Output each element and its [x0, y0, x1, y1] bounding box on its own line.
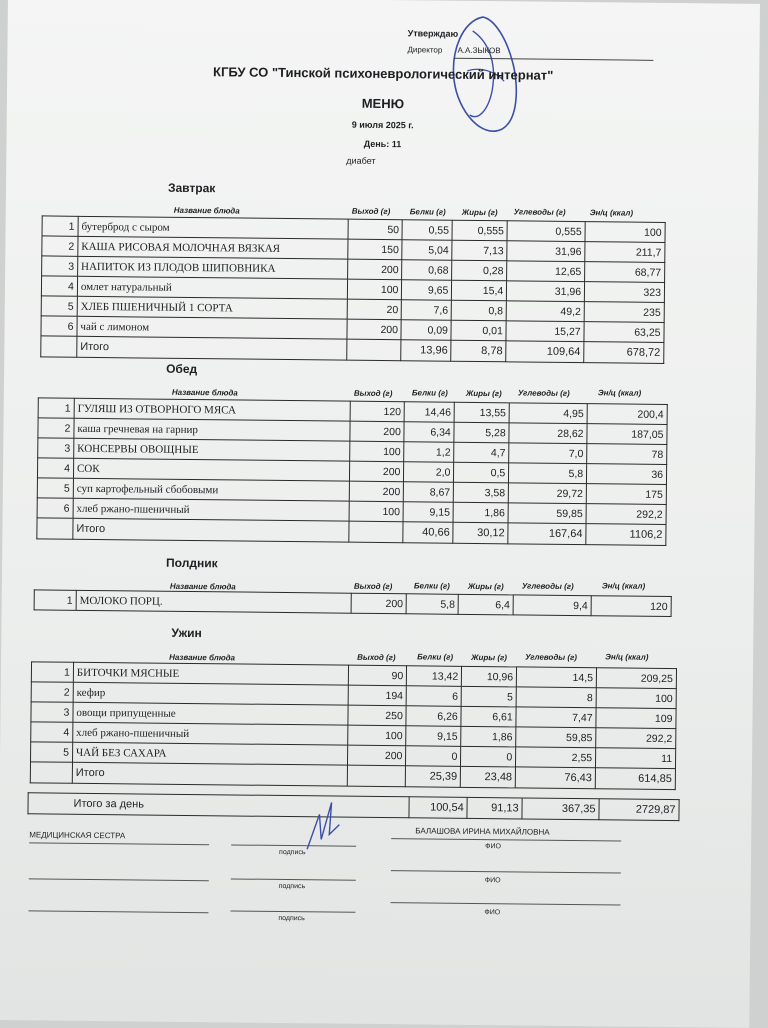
dish-name: хлеб ржано-пшеничный — [73, 722, 349, 745]
dish-name: МОЛОКО ПОРЦ. — [76, 590, 352, 613]
breakfast-title: Завтрак — [167, 180, 216, 196]
approval-role: Директор — [407, 45, 443, 55]
col-proteins-header: Белки (г) — [417, 652, 454, 662]
signature-caption: подпись — [279, 848, 306, 857]
dish-fats: 1,86 — [461, 726, 516, 747]
dish-name: суп картофельный сбобовыми — [73, 478, 349, 501]
menu-diet: диабет — [346, 155, 376, 166]
dish-fats: 0,5 — [454, 462, 509, 483]
dish-carbs: 29,72 — [508, 483, 586, 504]
day-total-proteins: 100,54 — [409, 797, 467, 819]
dish-name: овощи припущенные — [73, 702, 349, 725]
dish-proteins: 6,26 — [406, 706, 461, 727]
dish-name: ХЛЕБ ПШЕНИЧНЫЙ 1 СОРТА — [77, 296, 347, 319]
col-carbs-header: Углеводы (г) — [517, 388, 570, 398]
dish-output: 200 — [349, 481, 404, 502]
dish-carbs: 5,8 — [509, 463, 587, 484]
total-spacer — [37, 518, 73, 539]
dish-name: СОК — [73, 458, 349, 481]
dish-carbs: 15,27 — [506, 321, 584, 342]
dish-energy: 292,2 — [596, 728, 676, 749]
dish-carbs: 7,0 — [509, 443, 587, 464]
dish-output: 194 — [349, 685, 407, 706]
day-total-label: Итого за день — [28, 793, 409, 818]
row-number: 1 — [38, 398, 74, 418]
dish-energy: 63,25 — [584, 322, 664, 343]
nurse-name-line — [391, 838, 621, 841]
dish-energy: 109 — [596, 708, 676, 729]
row-number: 3 — [42, 256, 78, 276]
dish-fats: 5,28 — [454, 422, 509, 443]
fio-caption: ФИО — [485, 843, 501, 851]
dish-fats: 4,7 — [454, 442, 509, 463]
dish-energy: 292,2 — [586, 504, 666, 525]
col-energy-header: Эн/ц (ккал) — [601, 581, 646, 591]
nurse-name: БАЛАШОВА ИРИНА МИХАЙЛОВНА — [415, 826, 550, 837]
col-output-header: Выход (г) — [353, 388, 393, 399]
dish-proteins: 8,67 — [404, 482, 454, 503]
snack-table — [34, 589, 672, 617]
dish-energy: 120 — [591, 596, 671, 617]
col-proteins-header: Белки (г) — [411, 388, 448, 398]
col-energy-header: Эн/ц (ккал) — [589, 208, 634, 218]
total-carbs: 76,43 — [515, 767, 595, 789]
col-carbs-header: Углеводы (г) — [521, 581, 574, 592]
col-fats-header: Жиры (г) — [461, 207, 498, 218]
nurse-label-line — [29, 842, 209, 845]
dish-proteins: 9,15 — [403, 502, 453, 523]
dish-fats: 0 — [461, 746, 516, 767]
dish-carbs: 7,47 — [516, 707, 596, 728]
total-spacer — [30, 762, 72, 783]
dinner-table — [30, 661, 677, 790]
dish-energy: 323 — [584, 282, 664, 303]
day-total-fats: 91,13 — [467, 797, 522, 819]
total-output-empty — [348, 521, 403, 543]
dish-energy: 235 — [584, 302, 664, 323]
dish-name: чай с лимоном — [77, 316, 347, 339]
dish-carbs: 28,62 — [509, 423, 587, 444]
dish-energy: 68,77 — [585, 262, 665, 283]
day-total-carbs: 367,35 — [522, 798, 599, 820]
lunch-title: Обед — [166, 361, 198, 377]
dish-fats: 0,555 — [452, 220, 507, 241]
row-number: 5 — [37, 478, 73, 498]
dish-energy: 200,4 — [587, 404, 667, 425]
organization-name: КГБУ СО "Тинской психоневрологический интернат" — [213, 64, 554, 83]
row-number: 1 — [42, 216, 78, 236]
dish-carbs: 0,555 — [507, 221, 585, 242]
day-total-energy: 2729,87 — [599, 799, 679, 821]
col-name-header: Название блюда — [173, 205, 240, 216]
dish-name: КАША РИСОВАЯ МОЛОЧНАЯ ВЯЗКАЯ — [78, 236, 348, 259]
blank-label-line — [28, 910, 208, 913]
dish-energy: 36 — [587, 464, 667, 485]
blank-signature-line — [230, 910, 355, 912]
total-spacer — [41, 336, 77, 357]
dish-name: бутерброд с сыром — [78, 216, 348, 239]
dish-proteins: 0,09 — [401, 320, 451, 341]
row-number: 6 — [37, 498, 73, 518]
blank-name-line — [391, 870, 621, 873]
menu-date: 9 июля 2025 г. — [351, 119, 414, 131]
col-name-header: Название блюда — [169, 652, 236, 663]
dinner-title: Ужин — [171, 625, 202, 641]
blank-label-line — [29, 878, 209, 881]
dish-carbs: 9,4 — [513, 595, 591, 616]
col-fats-header: Жиры (г) — [465, 388, 502, 399]
dish-fats: 0,8 — [452, 300, 507, 321]
breakfast-table — [40, 215, 665, 364]
dish-output: 200 — [347, 259, 402, 280]
total-carbs: 109,64 — [506, 341, 584, 363]
menu-day: День: 11 — [363, 138, 402, 150]
dish-energy: 78 — [587, 444, 667, 465]
approval-title: Утверждаю — [407, 28, 459, 39]
dish-energy: 100 — [596, 688, 676, 709]
dish-output: 100 — [347, 279, 402, 300]
dish-proteins: 9,15 — [406, 726, 461, 747]
total-output-empty — [346, 339, 401, 361]
row-number: 5 — [31, 742, 73, 762]
total-energy: 1106,2 — [586, 524, 666, 546]
dish-name: НАПИТОК ИЗ ПЛОДОВ ШИПОВНИКА — [77, 256, 347, 279]
row-number: 2 — [38, 418, 74, 438]
dish-energy: 187,05 — [587, 424, 667, 445]
dish-output: 250 — [348, 705, 406, 726]
dish-output: 200 — [349, 461, 404, 482]
dish-proteins: 0,68 — [402, 260, 452, 281]
dish-name: омлет натуральный — [77, 276, 347, 299]
dish-output: 150 — [347, 239, 402, 260]
day-total-row — [28, 793, 679, 821]
col-carbs-header: Углеводы (г) — [525, 652, 578, 663]
dish-energy: 209,25 — [596, 668, 676, 689]
col-proteins-header: Белки (г) — [413, 581, 450, 591]
dish-fats: 10,96 — [462, 666, 517, 687]
col-fats-header: Жиры (г) — [471, 652, 508, 663]
row-number: 5 — [41, 296, 77, 316]
col-energy-header: Эн/ц (ккал) — [605, 652, 649, 662]
total-energy: 678,72 — [584, 342, 664, 364]
dish-output: 90 — [349, 665, 407, 686]
total-label: Итого — [72, 762, 348, 786]
dish-energy: 211,7 — [585, 242, 665, 263]
dish-fats: 1,86 — [453, 502, 508, 523]
dish-output: 20 — [347, 299, 402, 320]
dish-output: 50 — [348, 219, 403, 240]
fio-caption: ФИО — [484, 877, 501, 885]
dish-name: хлеб ржано-пшеничный — [73, 498, 349, 521]
total-proteins: 25,39 — [406, 766, 461, 788]
dish-fats: 6,4 — [458, 594, 513, 615]
nurse-label: МЕДИЦИНСКАЯ СЕСТРА — [29, 830, 126, 841]
approval-name: А.А.ЗЫКОВ — [457, 45, 501, 56]
dish-output: 100 — [349, 441, 404, 462]
page-title: МЕНЮ — [361, 95, 405, 112]
blank-signature-line — [231, 878, 356, 880]
dish-fats: 7,13 — [452, 240, 507, 261]
total-fats: 8,78 — [451, 340, 506, 362]
snack-title: Полдник — [166, 555, 218, 571]
row-number: 6 — [41, 316, 77, 336]
row-number: 2 — [31, 682, 73, 702]
col-output-header: Выход (г) — [351, 206, 391, 217]
dish-energy: 11 — [596, 748, 676, 769]
row-number: 4 — [31, 722, 73, 742]
dish-output: 120 — [350, 401, 405, 422]
dish-fats: 0,01 — [451, 320, 506, 341]
col-energy-header: Эн/ц (ккал) — [597, 388, 642, 398]
dish-proteins: 5,8 — [406, 594, 458, 615]
day-total-table — [27, 792, 679, 821]
dish-fats: 6,61 — [461, 706, 516, 727]
dish-carbs: 8 — [516, 687, 596, 708]
dish-fats: 13,55 — [454, 402, 509, 423]
total-label: Итого — [73, 518, 349, 542]
dish-carbs: 2,55 — [516, 747, 596, 768]
dish-name: кефир — [73, 682, 349, 705]
total-carbs: 167,64 — [508, 523, 586, 545]
dish-name: ГУЛЯШ ИЗ ОТВОРНОГО МЯСА — [74, 398, 350, 421]
dish-name: БИТОЧКИ МЯСНЫЕ — [73, 662, 349, 685]
row-number: 1 — [34, 590, 76, 610]
dish-proteins: 1,2 — [404, 442, 454, 463]
dish-carbs: 59,85 — [508, 503, 586, 524]
dish-carbs: 59,85 — [516, 727, 596, 748]
total-energy: 614,85 — [595, 768, 675, 790]
signature-caption: подпись — [278, 882, 306, 891]
dish-output: 200 — [347, 319, 402, 340]
col-name-header: Название блюда — [171, 387, 238, 398]
total-proteins: 13,96 — [401, 340, 451, 362]
dish-name: каша гречневая на гарнир — [74, 418, 350, 441]
dish-fats: 15,4 — [452, 280, 507, 301]
dish-proteins: 2,0 — [404, 462, 454, 483]
dish-proteins: 0 — [406, 746, 461, 767]
total-fats: 23,48 — [461, 766, 516, 788]
dish-output: 100 — [348, 725, 406, 746]
table-row — [34, 590, 671, 617]
signature-caption: подпись — [278, 914, 305, 923]
dish-fats: 5 — [461, 686, 516, 707]
dish-output: 100 — [349, 501, 404, 522]
dish-fats: 0,28 — [452, 260, 507, 281]
dish-fats: 3,58 — [454, 482, 509, 503]
dish-proteins: 5,04 — [402, 240, 452, 261]
row-number: 3 — [31, 702, 73, 722]
dish-proteins: 7,6 — [402, 300, 452, 321]
col-carbs-header: Углеводы (г) — [513, 207, 566, 217]
total-label: Итого — [77, 336, 347, 360]
dish-carbs: 14,5 — [517, 667, 597, 688]
col-output-header: Выход (г) — [353, 581, 393, 592]
dish-proteins: 13,42 — [407, 666, 462, 687]
dish-carbs: 12,65 — [507, 261, 585, 282]
row-number: 4 — [41, 276, 77, 296]
nurse-signature-line — [231, 844, 356, 846]
dish-energy: 100 — [585, 222, 665, 243]
total-fats: 30,12 — [453, 522, 508, 544]
row-number: 2 — [42, 236, 78, 256]
dish-carbs: 31,96 — [507, 241, 585, 262]
blank-name-line — [391, 902, 621, 905]
dish-name: КОНСЕРВЫ ОВОЩНЫЕ — [74, 438, 350, 461]
dish-output: 200 — [352, 593, 407, 614]
dish-output: 200 — [349, 421, 404, 442]
total-proteins: 40,66 — [403, 522, 453, 544]
lunch-table — [36, 397, 667, 546]
dish-name: ЧАЙ БЕЗ САХАРА — [72, 742, 348, 765]
col-proteins-header: Белки (г) — [409, 207, 446, 217]
dish-carbs: 31,96 — [507, 281, 585, 302]
dish-energy: 175 — [586, 484, 666, 505]
row-number: 1 — [31, 662, 73, 682]
fio-caption: ФИО — [484, 909, 501, 917]
dish-carbs: 49,2 — [506, 301, 584, 322]
row-number: 4 — [37, 458, 73, 478]
row-number: 3 — [38, 438, 74, 458]
dish-output: 200 — [348, 745, 406, 766]
col-name-header: Название блюда — [169, 581, 236, 592]
dish-proteins: 6 — [406, 686, 461, 707]
dish-proteins: 9,65 — [402, 280, 452, 301]
col-output-header: Выход (г) — [357, 652, 396, 663]
dish-carbs: 4,95 — [509, 403, 587, 424]
total-output-empty — [348, 765, 406, 787]
col-fats-header: Жиры (г) — [467, 581, 504, 592]
dish-proteins: 6,34 — [404, 422, 454, 443]
dish-proteins: 0,55 — [402, 220, 452, 241]
dish-proteins: 14,46 — [404, 402, 454, 423]
